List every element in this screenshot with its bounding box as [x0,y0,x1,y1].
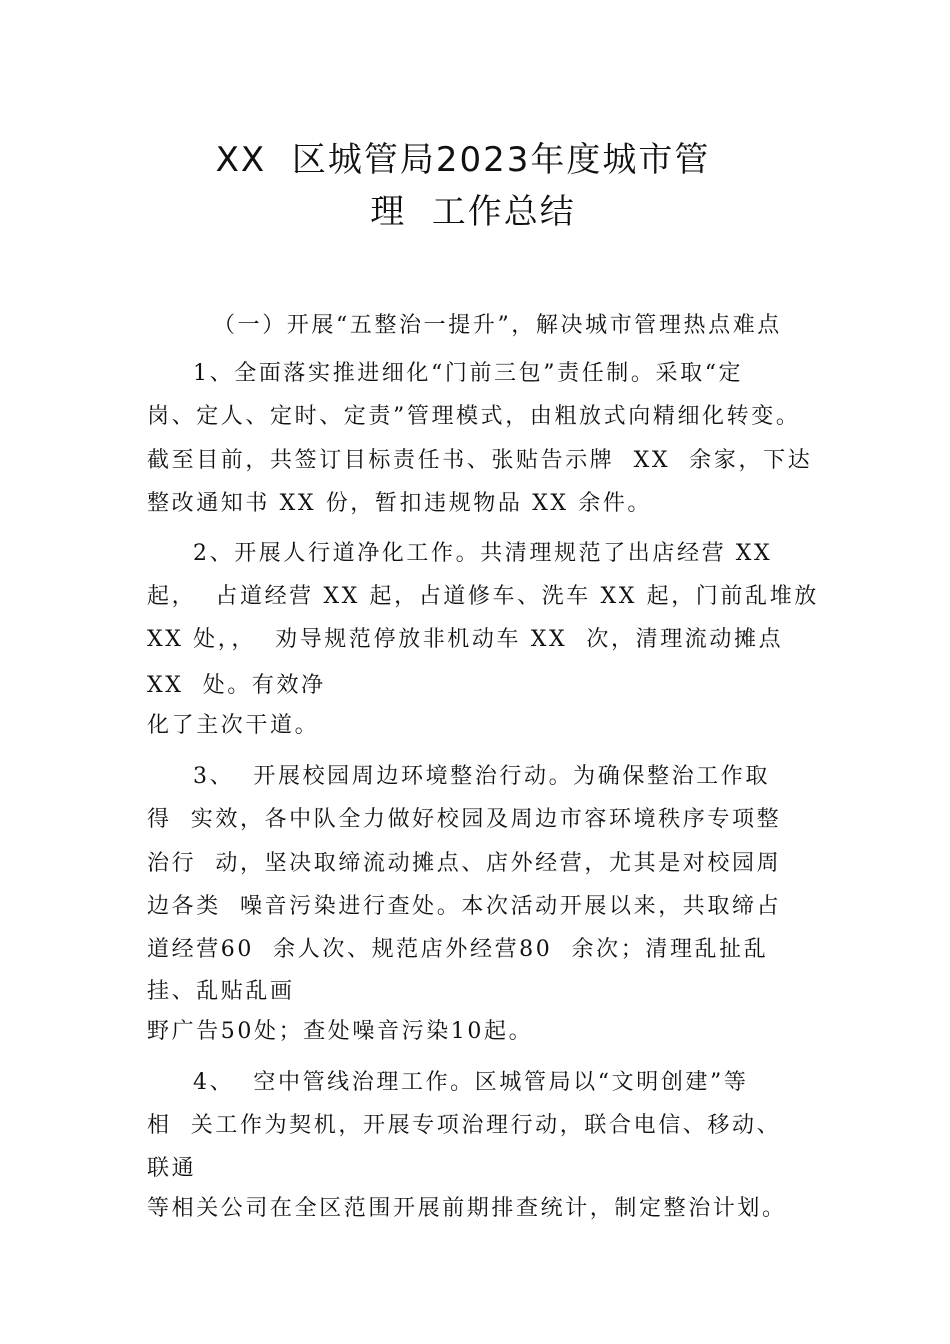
paragraph-line: 联通 [147,1156,197,1181]
paragraph-line: 2、开展人行道净化工作。共清理规范了出店经营 XX [193,541,773,566]
paragraph-line: 1、全面落实推进细化“门前三包”责任制。采取“定 [193,361,744,386]
paragraph-line: 道经营60 余人次、规范店外经营80 余次；清理乱扯乱 [147,937,769,962]
paragraph-line: 3、 开展校园周边环境整治行动。为确保整治工作取 [193,764,770,789]
paragraph-line: 4、 空中管线治理工作。区城管局以“文明创建”等 [193,1070,749,1095]
paragraph-line: XX 处，， 劝导规范停放非机动车 XX 次，清理流动摊点 [147,627,784,652]
paragraph-line: 化了主次干道。 [147,713,320,738]
paragraph-line: 野广告50处；查处噪音污染10起。 [147,1019,534,1044]
paragraph-line: 截至目前，共签订目标责任书、张贴告示牌 XX 余家，下达 [147,448,813,473]
document-title-line-1: XX 区城管局2023年度城市管 [215,140,711,180]
paragraph-line: XX 处。有效净 [147,673,326,698]
paragraph-line: 挂、乱贴乱画 [147,979,295,1004]
section-heading: （一）开展“五整治一提升”，解决城市管理热点难点 [213,313,782,338]
paragraph-line: 等相关公司在全区范围开展前期排查统计，制定整治计划。 [147,1196,787,1221]
paragraph-line: 边各类 噪音污染进行查处。本次活动开展以来，共取缔占 [147,894,782,919]
paragraph-line: 起， 占道经营 XX 起，占道修车、洗车 XX 起，门前乱堆放 [147,584,819,609]
paragraph-line: 岗、定人、定时、定责”管理模式，由粗放式向精细化转变。 [147,404,801,429]
paragraph-line: 得 实效，各中队全力做好校园及周边市容环境秩序专项整 [147,807,782,832]
paragraph-line: 治行 动，坚决取缔流动摊点、店外经营，尤其是对校园周 [147,851,782,876]
paragraph-line: 整改通知书 XX 份，暂扣违规物品 XX 余件。 [147,491,653,516]
document-title-line-2: 理 工作总结 [370,192,576,232]
paragraph-line: 相 关工作为契机，开展专项治理行动，联合电信、移动、 [147,1113,782,1138]
